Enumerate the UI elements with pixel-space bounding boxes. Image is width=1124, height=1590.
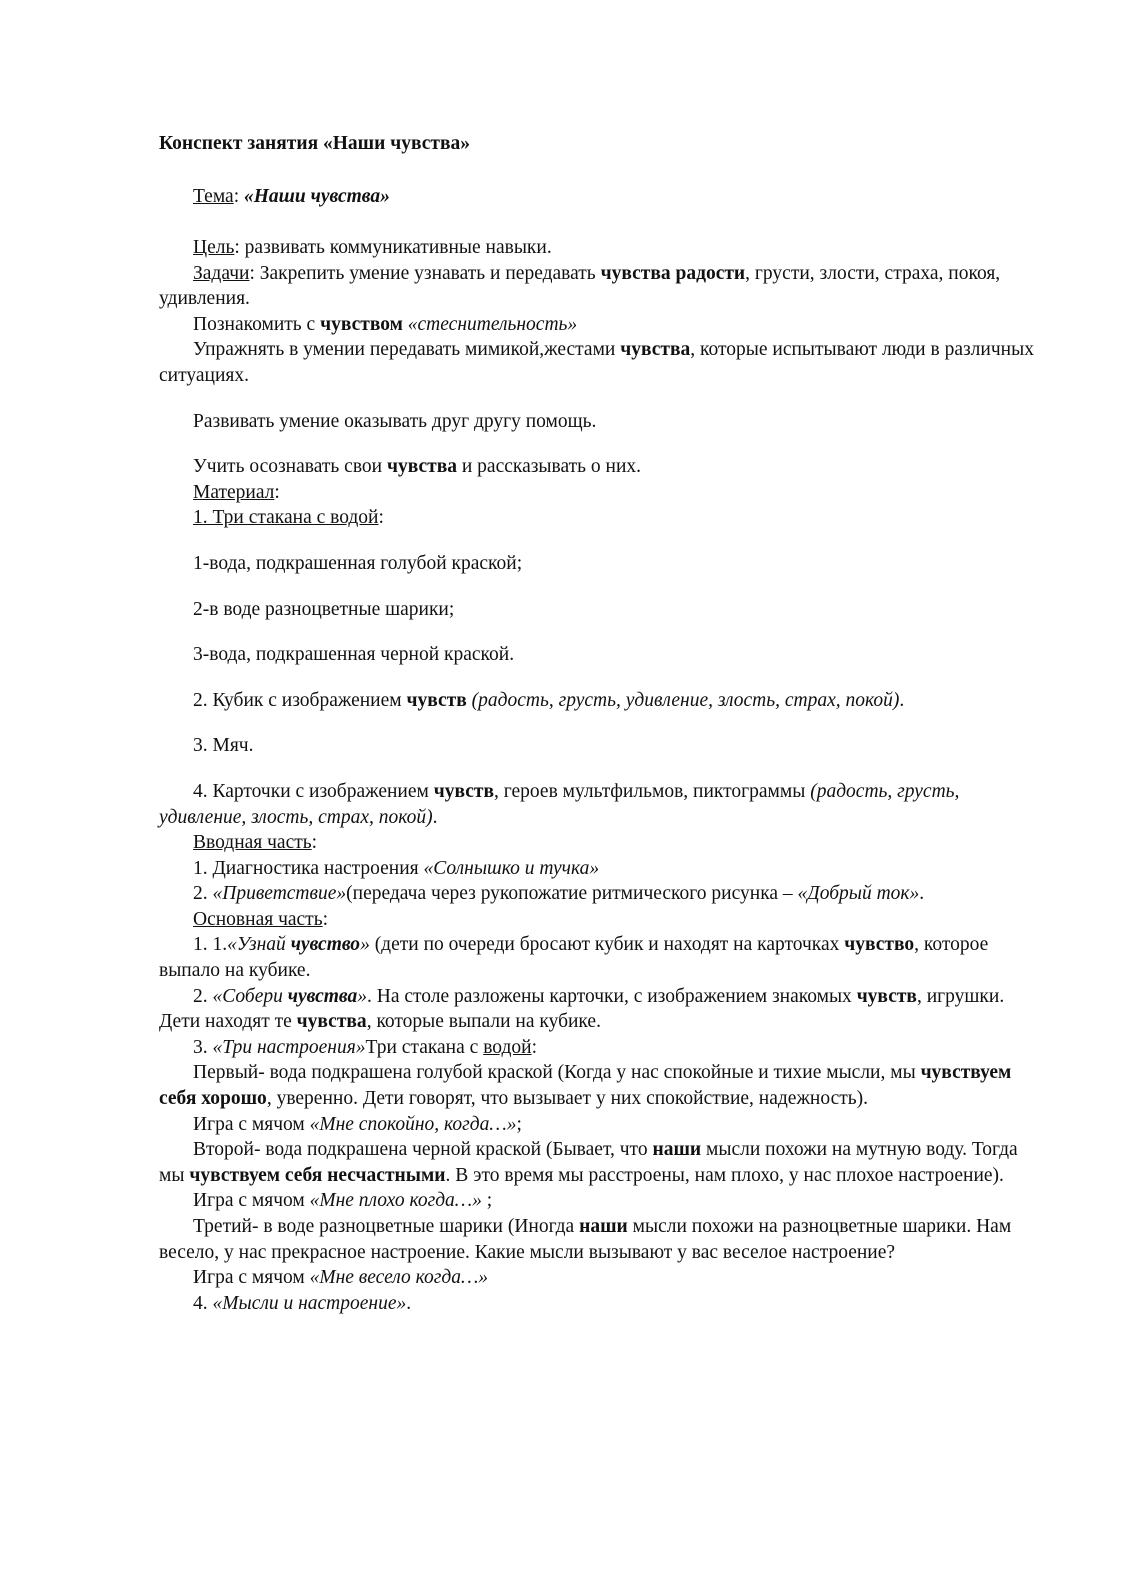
- emphasis: чувств: [433, 780, 495, 802]
- task-paragraph-2: [159, 312, 1039, 338]
- text: Учить осознавать свои: [193, 456, 387, 478]
- text: Первый- вода подкрашена голубой краской (Когда у нас спокойные и тихие мысли, мы: [193, 1062, 921, 1084]
- main-item-3: [159, 1035, 1039, 1061]
- third-glass-paragraph: [159, 1214, 1039, 1265]
- italic-text: «Приветствие»: [212, 883, 347, 905]
- emphasis: чувства радости: [600, 262, 746, 284]
- italic-text: «Мне плохо когда…»: [309, 1190, 482, 1212]
- italic-text: (радость, грусть, удивление, злость, страх, покой): [159, 780, 960, 828]
- text: .: [432, 806, 438, 828]
- material-item-1: [159, 505, 1039, 531]
- italic-text: «стеснительность»: [407, 313, 578, 335]
- task-paragraph-5: [159, 454, 1039, 480]
- water-glass-1: 1-вода, подкрашенная голубой краской;: [193, 552, 523, 574]
- ball-game-3: [159, 1265, 1039, 1291]
- document-body: [159, 235, 1039, 1316]
- text: Третий- в воде разноцветные шарики (Иногда: [193, 1216, 580, 1237]
- text: , которые выпали на кубике.: [366, 1011, 601, 1033]
- text: . В это время мы расстроены, нам плохо, у нас плохое настроение).: [445, 1164, 1004, 1186]
- theme-separator: :: [233, 186, 244, 207]
- text: 1. 1.: [193, 934, 228, 956]
- text: .: [406, 1292, 412, 1314]
- main-item-4: [159, 1291, 1039, 1317]
- material-item-2: [159, 688, 1039, 714]
- emphasis: чувства: [296, 1011, 367, 1033]
- text: 2.: [193, 985, 213, 1007]
- emphasis: чувства: [620, 339, 691, 361]
- text: мысли похожи на мутную воду. Тогда мы: [159, 1139, 1018, 1186]
- text: .: [899, 689, 905, 711]
- text: 3.: [193, 1036, 213, 1058]
- document-title: Конспект занятия «Наши чувства»: [159, 133, 471, 154]
- text: ;: [481, 1190, 493, 1212]
- italic-text: »: [360, 934, 370, 956]
- text: , которое выпало на кубике.: [159, 934, 989, 982]
- water-glass-2: 2-в воде разноцветные шарики;: [193, 598, 455, 620]
- underlined-text: водой: [483, 1036, 532, 1058]
- text: .: [919, 883, 925, 905]
- italic-text: «Добрый ток»: [797, 883, 920, 905]
- emphasis: чувства: [386, 456, 457, 478]
- text: :: [311, 832, 318, 854]
- text: : Закрепить умение узнавать и передавать: [249, 262, 601, 284]
- main-item-2: [159, 984, 1039, 1035]
- emphasis: чувство: [290, 934, 361, 956]
- text: и рассказывать о них.: [456, 456, 642, 478]
- text: 4.: [193, 1292, 213, 1314]
- text: :: [531, 1036, 537, 1058]
- tasks-label: Задачи: [193, 262, 250, 284]
- material-item-1-label: 1. Три стакана с водой: [193, 507, 379, 529]
- text: 2. Кубик с изображением: [193, 689, 407, 711]
- emphasis: чувство: [844, 934, 915, 956]
- italic-text: »: [357, 985, 367, 1007]
- tasks-paragraph: [159, 261, 1039, 312]
- emphasis: чувством: [320, 313, 403, 335]
- text: , грусти, злости, страха, покоя, удивления.: [159, 262, 1001, 310]
- text: Игра с мячом: [193, 1113, 310, 1135]
- emphasis: наши: [579, 1216, 628, 1237]
- theme-line: [193, 184, 390, 210]
- italic-text: «Солнышко и тучка»: [423, 857, 600, 879]
- main-heading: [159, 907, 1039, 933]
- text: ;: [516, 1113, 522, 1135]
- text: Игра с мячом: [193, 1190, 310, 1212]
- goal-text: : развивать коммуникативные навыки.: [234, 237, 552, 258]
- text: :: [378, 507, 384, 529]
- material-label: Материал: [193, 481, 275, 503]
- intro-item-1: [159, 856, 1039, 882]
- emphasis: чувствуем себя несчастными: [189, 1164, 446, 1186]
- theme-label: Тема: [193, 186, 234, 207]
- ball-game-2: [159, 1188, 1039, 1214]
- emphasis: чувств: [406, 689, 467, 711]
- text: мысли похожи на разноцветные шарики. Нам весело, у нас прекрасное настроение. Какие мысли вызывают у вас веселое настроение?: [159, 1216, 1012, 1263]
- text: Три стакана с: [365, 1036, 484, 1058]
- intro-heading: [159, 830, 1039, 856]
- italic-text: «Три настроения»: [212, 1036, 366, 1058]
- water-glass-3: 3-вода, подкрашенная черной краской.: [193, 644, 515, 666]
- task-paragraph-3: [159, 337, 1039, 388]
- text: (дети по очереди бросают кубик и находят на карточках: [369, 934, 845, 956]
- italic-text: «Узнай: [227, 934, 291, 956]
- text: (передача через рукопожатие ритмического рисунка –: [346, 883, 798, 905]
- material-item-3: 3. Мяч.: [193, 735, 254, 757]
- text: :: [274, 481, 280, 503]
- main-label: Основная часть: [193, 908, 323, 930]
- text: 4. Карточки с изображением: [193, 780, 434, 802]
- italic-text: «Собери: [212, 985, 288, 1007]
- text: , которые испытывают люди в различных ситуациях.: [159, 339, 1034, 386]
- text: , уверенно. Дети говорят, что вызывает у них спокойствие, надежность).: [266, 1088, 869, 1110]
- text: Познакомить с: [193, 313, 321, 335]
- italic-text: (радость, грусть, удивление, злость, страх, покой): [471, 689, 900, 711]
- text: :: [322, 908, 329, 930]
- emphasis: наши: [652, 1139, 702, 1161]
- italic-text: «Мне спокойно, когда…»: [309, 1113, 517, 1135]
- material-heading: [159, 480, 1039, 506]
- first-glass-paragraph: [159, 1060, 1039, 1111]
- text: Игра с мячом: [193, 1267, 310, 1289]
- emphasis: чувствуем себя хорошо: [159, 1062, 1012, 1110]
- text: . На столе разложены карточки, с изображением знакомых: [366, 985, 857, 1007]
- text: Второй- вода подкрашена черной краской (Бывает, что: [193, 1139, 653, 1161]
- italic-text: «Мне весело когда…»: [309, 1267, 489, 1289]
- task-paragraph-4: Развивать умение оказывать друг другу помощь.: [193, 410, 597, 432]
- text: , игрушки. Дети находят те: [159, 985, 1005, 1033]
- ball-game-1: [159, 1112, 1039, 1138]
- theme-value: «Наши чувства»: [243, 186, 390, 207]
- intro-item-2: [159, 881, 1039, 907]
- material-item-4: [159, 779, 1039, 830]
- main-item-1: [159, 932, 1039, 983]
- text: Упражнять в умении передавать мимикой,жестами: [193, 339, 621, 361]
- italic-text: «Мысли и настроение»: [212, 1292, 407, 1314]
- intro-label: Вводная часть: [193, 832, 312, 854]
- text: , героев мультфильмов, пиктограммы: [494, 780, 811, 802]
- emphasis: чувств: [856, 985, 917, 1007]
- text: 1. Диагностика настроения: [193, 857, 424, 879]
- second-glass-paragraph: [159, 1137, 1039, 1188]
- goal-paragraph: [159, 235, 1039, 261]
- text: 2.: [193, 883, 213, 905]
- emphasis: чувства: [287, 985, 358, 1007]
- goal-label: Цель: [193, 237, 235, 258]
